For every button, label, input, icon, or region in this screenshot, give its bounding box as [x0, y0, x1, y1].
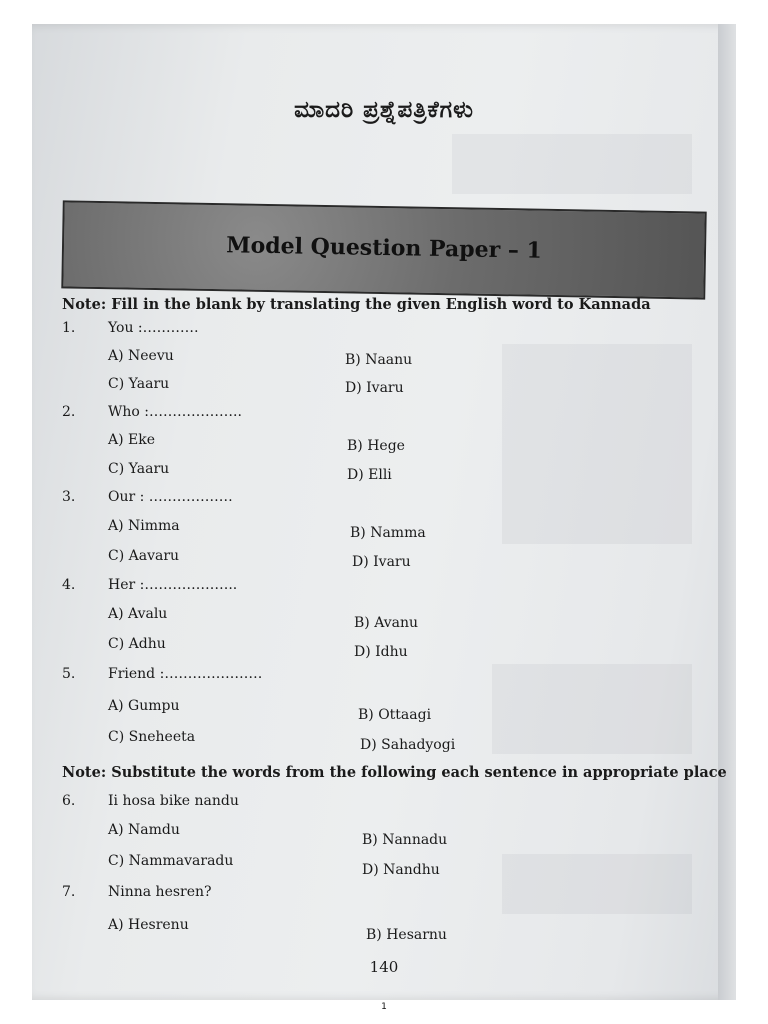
question-text: You :…………: [108, 320, 199, 336]
option-c: C) Yaaru: [108, 376, 170, 392]
option-d: D) Idhu: [354, 644, 408, 660]
title-banner: [61, 200, 706, 299]
option-a: A) Hesrenu: [108, 917, 189, 933]
question-text: Ii hosa bike nandu: [108, 793, 239, 809]
option-b: B) Naanu: [345, 352, 413, 368]
option-b: B) Namma: [350, 525, 426, 541]
question-text: Our : ………………: [108, 489, 233, 505]
banner-title: Model Question Paper – 1: [226, 232, 543, 264]
note-fill-in-blank: Note: Fill in the blank by translating the given English word to Kannada: [62, 296, 651, 313]
option-b: B) Hesarnu: [366, 927, 447, 943]
option-c: C) Nammavaradu: [108, 853, 234, 869]
option-d: D) Elli: [347, 467, 392, 483]
page-photo: [32, 24, 736, 1000]
question-number: 2.: [62, 404, 76, 420]
question-number: 7.: [62, 884, 76, 900]
option-b: B) Hege: [347, 438, 405, 454]
question-text: Ninna hesren?: [108, 884, 212, 900]
option-b: B) Nannadu: [362, 832, 448, 848]
option-c: C) Sneheeta: [108, 729, 196, 745]
option-b: B) Ottaagi: [358, 707, 432, 723]
option-d: D) Ivaru: [345, 380, 404, 396]
question-number: 6.: [62, 793, 76, 809]
question-text: Who :………………..: [108, 404, 242, 420]
page-number: 140: [369, 958, 399, 976]
note-substitute: Note: Substitute the words from the following each sentence in appropriate place: [62, 764, 727, 781]
option-a: A) Avalu: [108, 606, 168, 622]
option-d: D) Ivaru: [352, 554, 411, 570]
question-text: Friend :…………………: [108, 666, 263, 682]
option-a: A) Neevu: [108, 348, 174, 364]
option-d: D) Nandhu: [362, 862, 440, 878]
option-d: D) Sahadyogi: [360, 737, 456, 753]
option-a: A) Eke: [108, 432, 156, 448]
option-c: C) Yaaru: [108, 461, 170, 477]
question-number: 1.: [62, 320, 76, 336]
option-b: B) Avanu: [354, 615, 419, 631]
question-number: 5.: [62, 666, 76, 682]
question-number: 3.: [62, 489, 76, 505]
question-text: Her :………………..: [108, 577, 238, 593]
option-a: A) Namdu: [108, 822, 180, 838]
option-c: C) Adhu: [108, 636, 166, 652]
binding-edge: [718, 24, 736, 1000]
kannada-title: ಮಾದರಿ ಪ್ರಶ್ನೆಪತ್ರಿಕೆಗಳು: [294, 96, 474, 123]
footer-page-mark: 1: [381, 1002, 387, 1012]
option-a: A) Gumpu: [108, 698, 180, 714]
option-c: C) Aavaru: [108, 548, 180, 564]
option-a: A) Nimma: [108, 518, 180, 534]
question-number: 4.: [62, 577, 76, 593]
